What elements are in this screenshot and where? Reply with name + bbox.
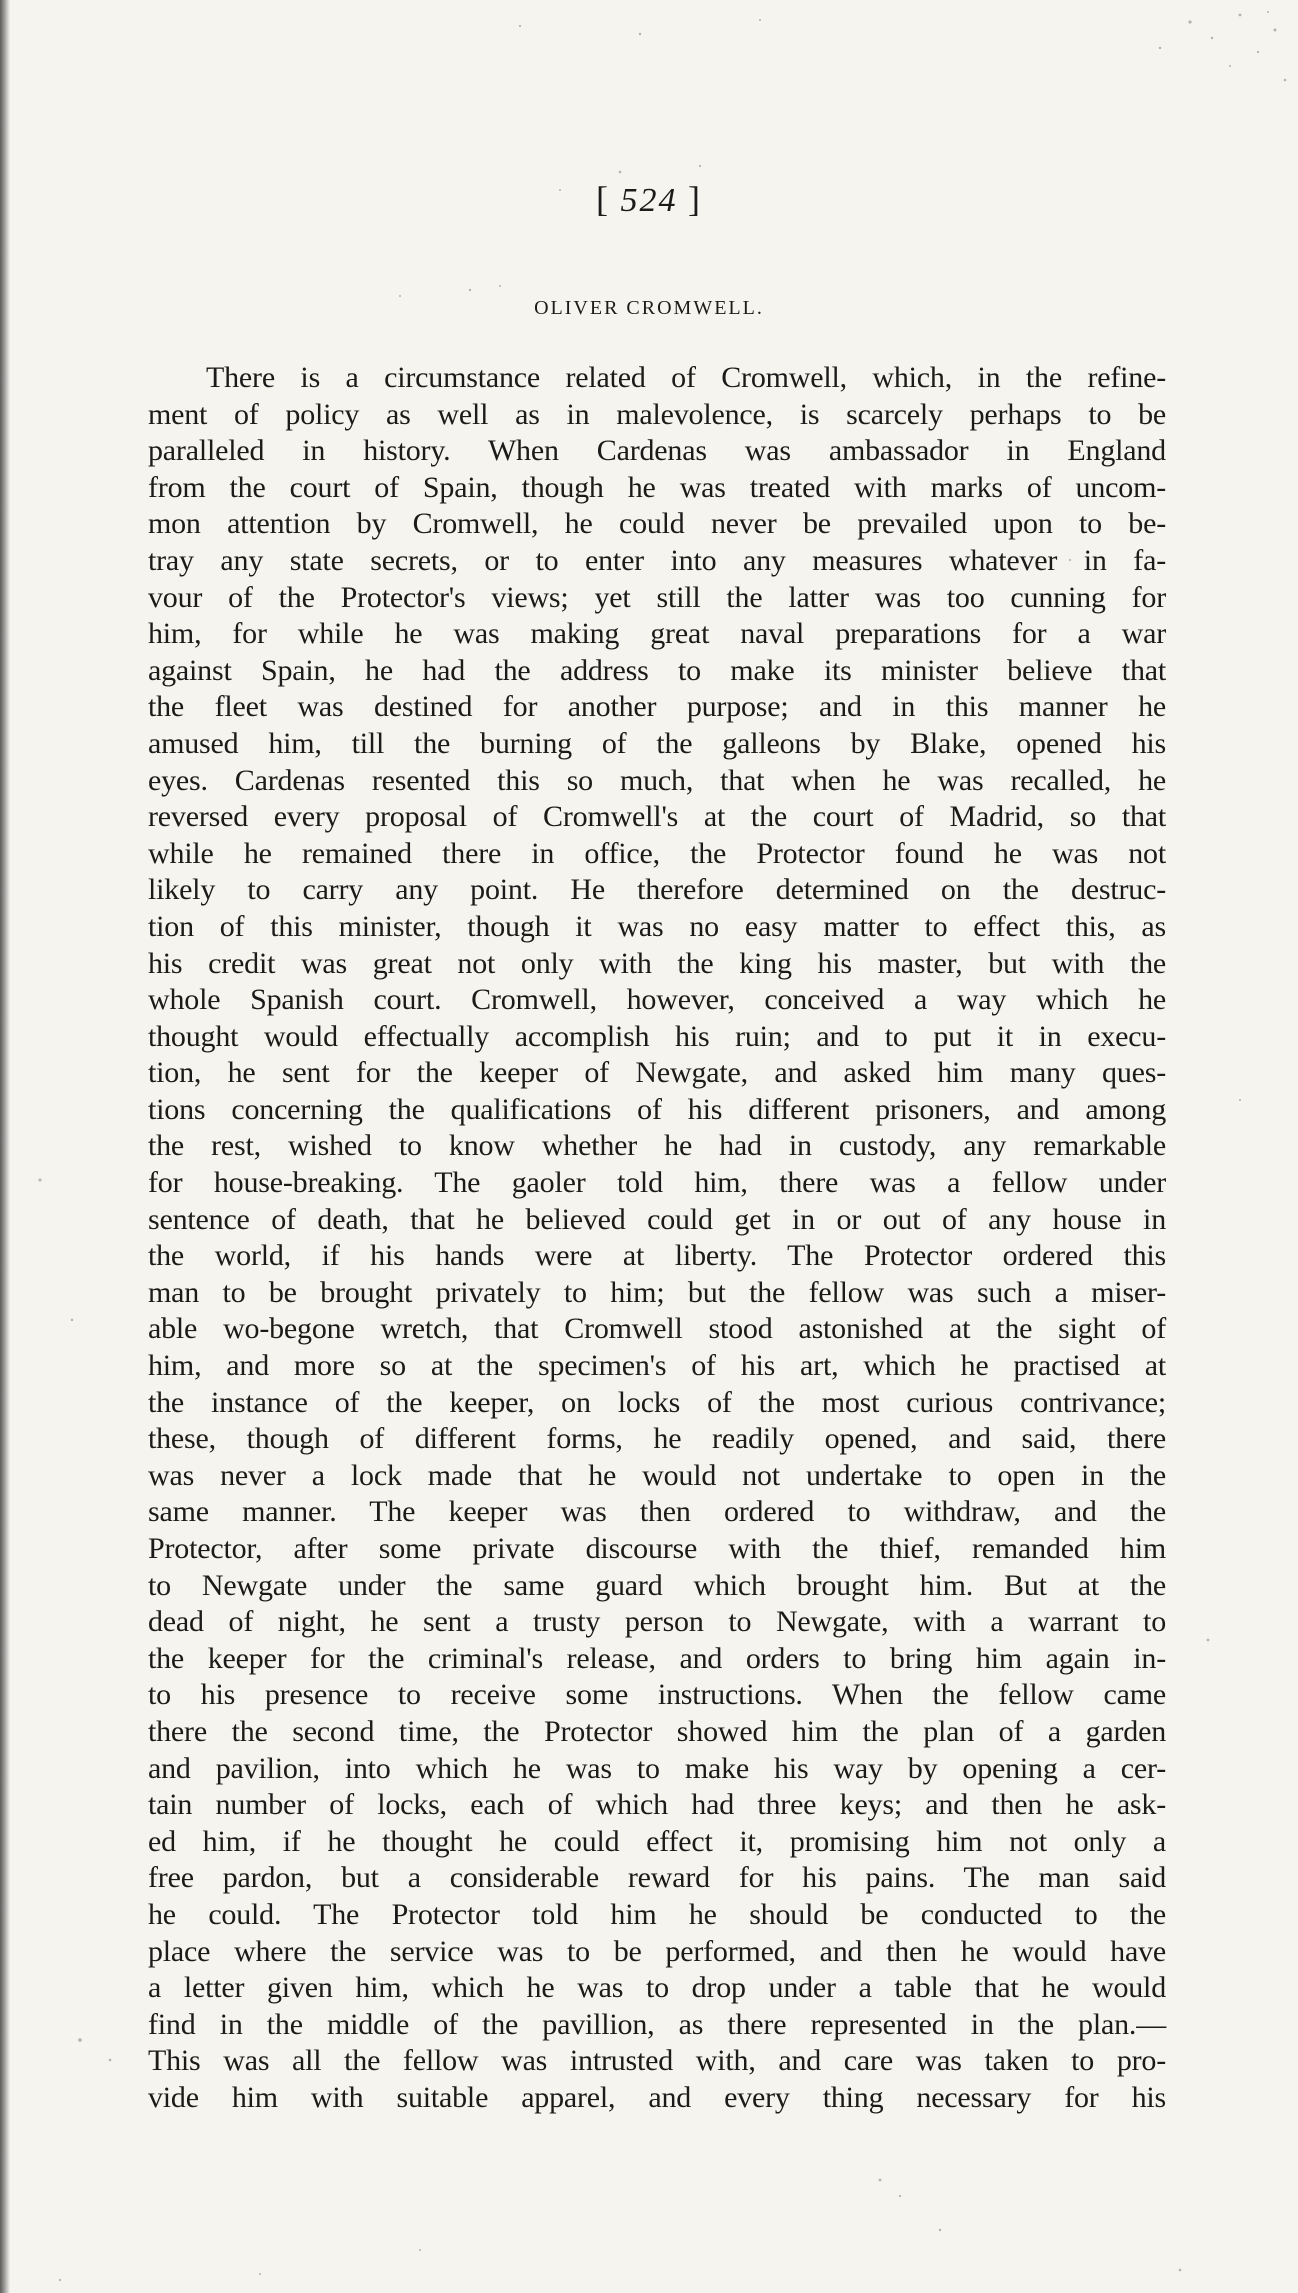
text-line: man to be brought privately to him; but the fellow was such a miser-	[148, 1275, 1166, 1309]
text-line: vide him with suitable apparel, and every thing necessary for his	[148, 2080, 1166, 2114]
text-line: tions concerning the qualifications of his different prisoners, and among	[148, 1092, 1166, 1126]
text-line: him, and more so at the specimen's of his art, which he practised at	[148, 1349, 1166, 1383]
text-line: find in the middle of the pavillion, as there represented in the plan.—	[148, 2007, 1166, 2041]
text-line: his credit was great not only with the king his master, but with the	[148, 946, 1166, 980]
text-line: he could. The Protector told him he should be conducted to the	[148, 1897, 1166, 1931]
text-line: the world, if his hands were at liberty. The Protector ordered this	[148, 1239, 1166, 1273]
article-body	[148, 360, 1166, 2117]
text-line: tain number of locks, each of which had three keys; and then he ask-	[148, 1788, 1166, 1822]
text-line: a letter given him, which he was to drop under a table that he would	[148, 1971, 1166, 2005]
text-line: paralleled in history. When Cardenas was ambassador in England	[148, 434, 1166, 468]
text-line: there the second time, the Protector showed him the plan of a garden	[148, 1714, 1166, 1748]
text-line: same manner. The keeper was then ordered to withdraw, and the	[148, 1495, 1166, 1529]
text-line: and pavilion, into which he was to make his way by opening a cer-	[148, 1751, 1166, 1785]
text-line: free pardon, but a considerable reward for his pains. The man said	[148, 1861, 1166, 1895]
text-line: for house-breaking. The gaoler told him, there was a fellow under	[148, 1166, 1166, 1200]
page-number	[0, 178, 1298, 220]
text-line: able wo-begone wretch, that Cromwell stood astonished at the sight of	[148, 1312, 1166, 1346]
text-line: these, though of different forms, he readily opened, and said, there	[148, 1422, 1166, 1456]
text-line: dead of night, he sent a trusty person to Newgate, with a warrant to	[148, 1605, 1166, 1639]
text-line: against Spain, he had the address to make its minister believe that	[148, 653, 1166, 687]
text-line: tion of this minister, though it was no easy matter to effect this, as	[148, 909, 1166, 943]
text-line: mon attention by Cromwell, he could never be prevailed upon to be-	[148, 507, 1166, 541]
text-line: sentence of death, that he believed could get in or out of any house in	[148, 1202, 1166, 1236]
text-line: the keeper for the criminal's release, and orders to bring him again in-	[148, 1641, 1166, 1675]
text-line: place where the service was to be performed, and then he would have	[148, 1934, 1166, 1968]
text-line: This was all the fellow was intrusted with, and care was taken to pro-	[148, 2044, 1166, 2078]
text-line: reversed every proposal of Cromwell's at the court of Madrid, so that	[148, 800, 1166, 834]
text-line: the instance of the keeper, on locks of the most curious contrivance;	[148, 1385, 1166, 1419]
page-number-value: 524	[620, 182, 678, 219]
text-line: ment of policy as well as in malevolence, is scarcely perhaps to be	[148, 397, 1166, 431]
text-line: the rest, wished to know whether he had in custody, any remarkable	[148, 1129, 1166, 1163]
text-line: Protector, after some private discourse with the thief, remanded him	[148, 1532, 1166, 1565]
text-line: likely to carry any point. He therefore determined on the destruc-	[148, 873, 1166, 907]
text-line: There is a circumstance related of Cromwell, which, in the refine-	[206, 361, 1166, 394]
text-line: to his presence to receive some instructions. When the fellow came	[148, 1678, 1166, 1712]
text-line: the fleet was destined for another purpose; and in this manner he	[148, 690, 1166, 724]
article-title: OLIVER CROMWELL.	[534, 297, 764, 319]
text-line: from the court of Spain, though he was treated with marks of uncom-	[148, 470, 1166, 504]
text-line: him, for while he was making great naval preparations for a war	[148, 617, 1166, 651]
open-bracket: [	[596, 179, 610, 219]
text-line: tray any state secrets, or to enter into any measures whatever in fa-	[148, 543, 1166, 577]
text-line: whole Spanish court. Cromwell, however, conceived a way which he	[148, 983, 1166, 1017]
text-line: amused him, till the burning of the galleons by Blake, opened his	[148, 726, 1166, 760]
text-line: vour of the Protector's views; yet still the latter was too cunning for	[148, 580, 1166, 614]
text-line: eyes. Cardenas resented this so much, that when he was recalled, he	[148, 763, 1166, 797]
text-line: ed him, if he thought he could effect it, promising him not only a	[148, 1824, 1166, 1858]
text-line: to Newgate under the same guard which brought him. But at the	[148, 1568, 1166, 1602]
text-line: tion, he sent for the keeper of Newgate, and asked him many ques-	[148, 1056, 1166, 1090]
close-bracket: ]	[688, 179, 702, 219]
text-line: while he remained there in office, the Protector found he was not	[148, 836, 1166, 870]
page-binding-edge	[0, 0, 10, 2293]
text-line: thought would effectually accomplish his ruin; and to put it in execu-	[148, 1019, 1166, 1053]
text-line: was never a lock made that he would not undertake to open in the	[148, 1458, 1166, 1492]
